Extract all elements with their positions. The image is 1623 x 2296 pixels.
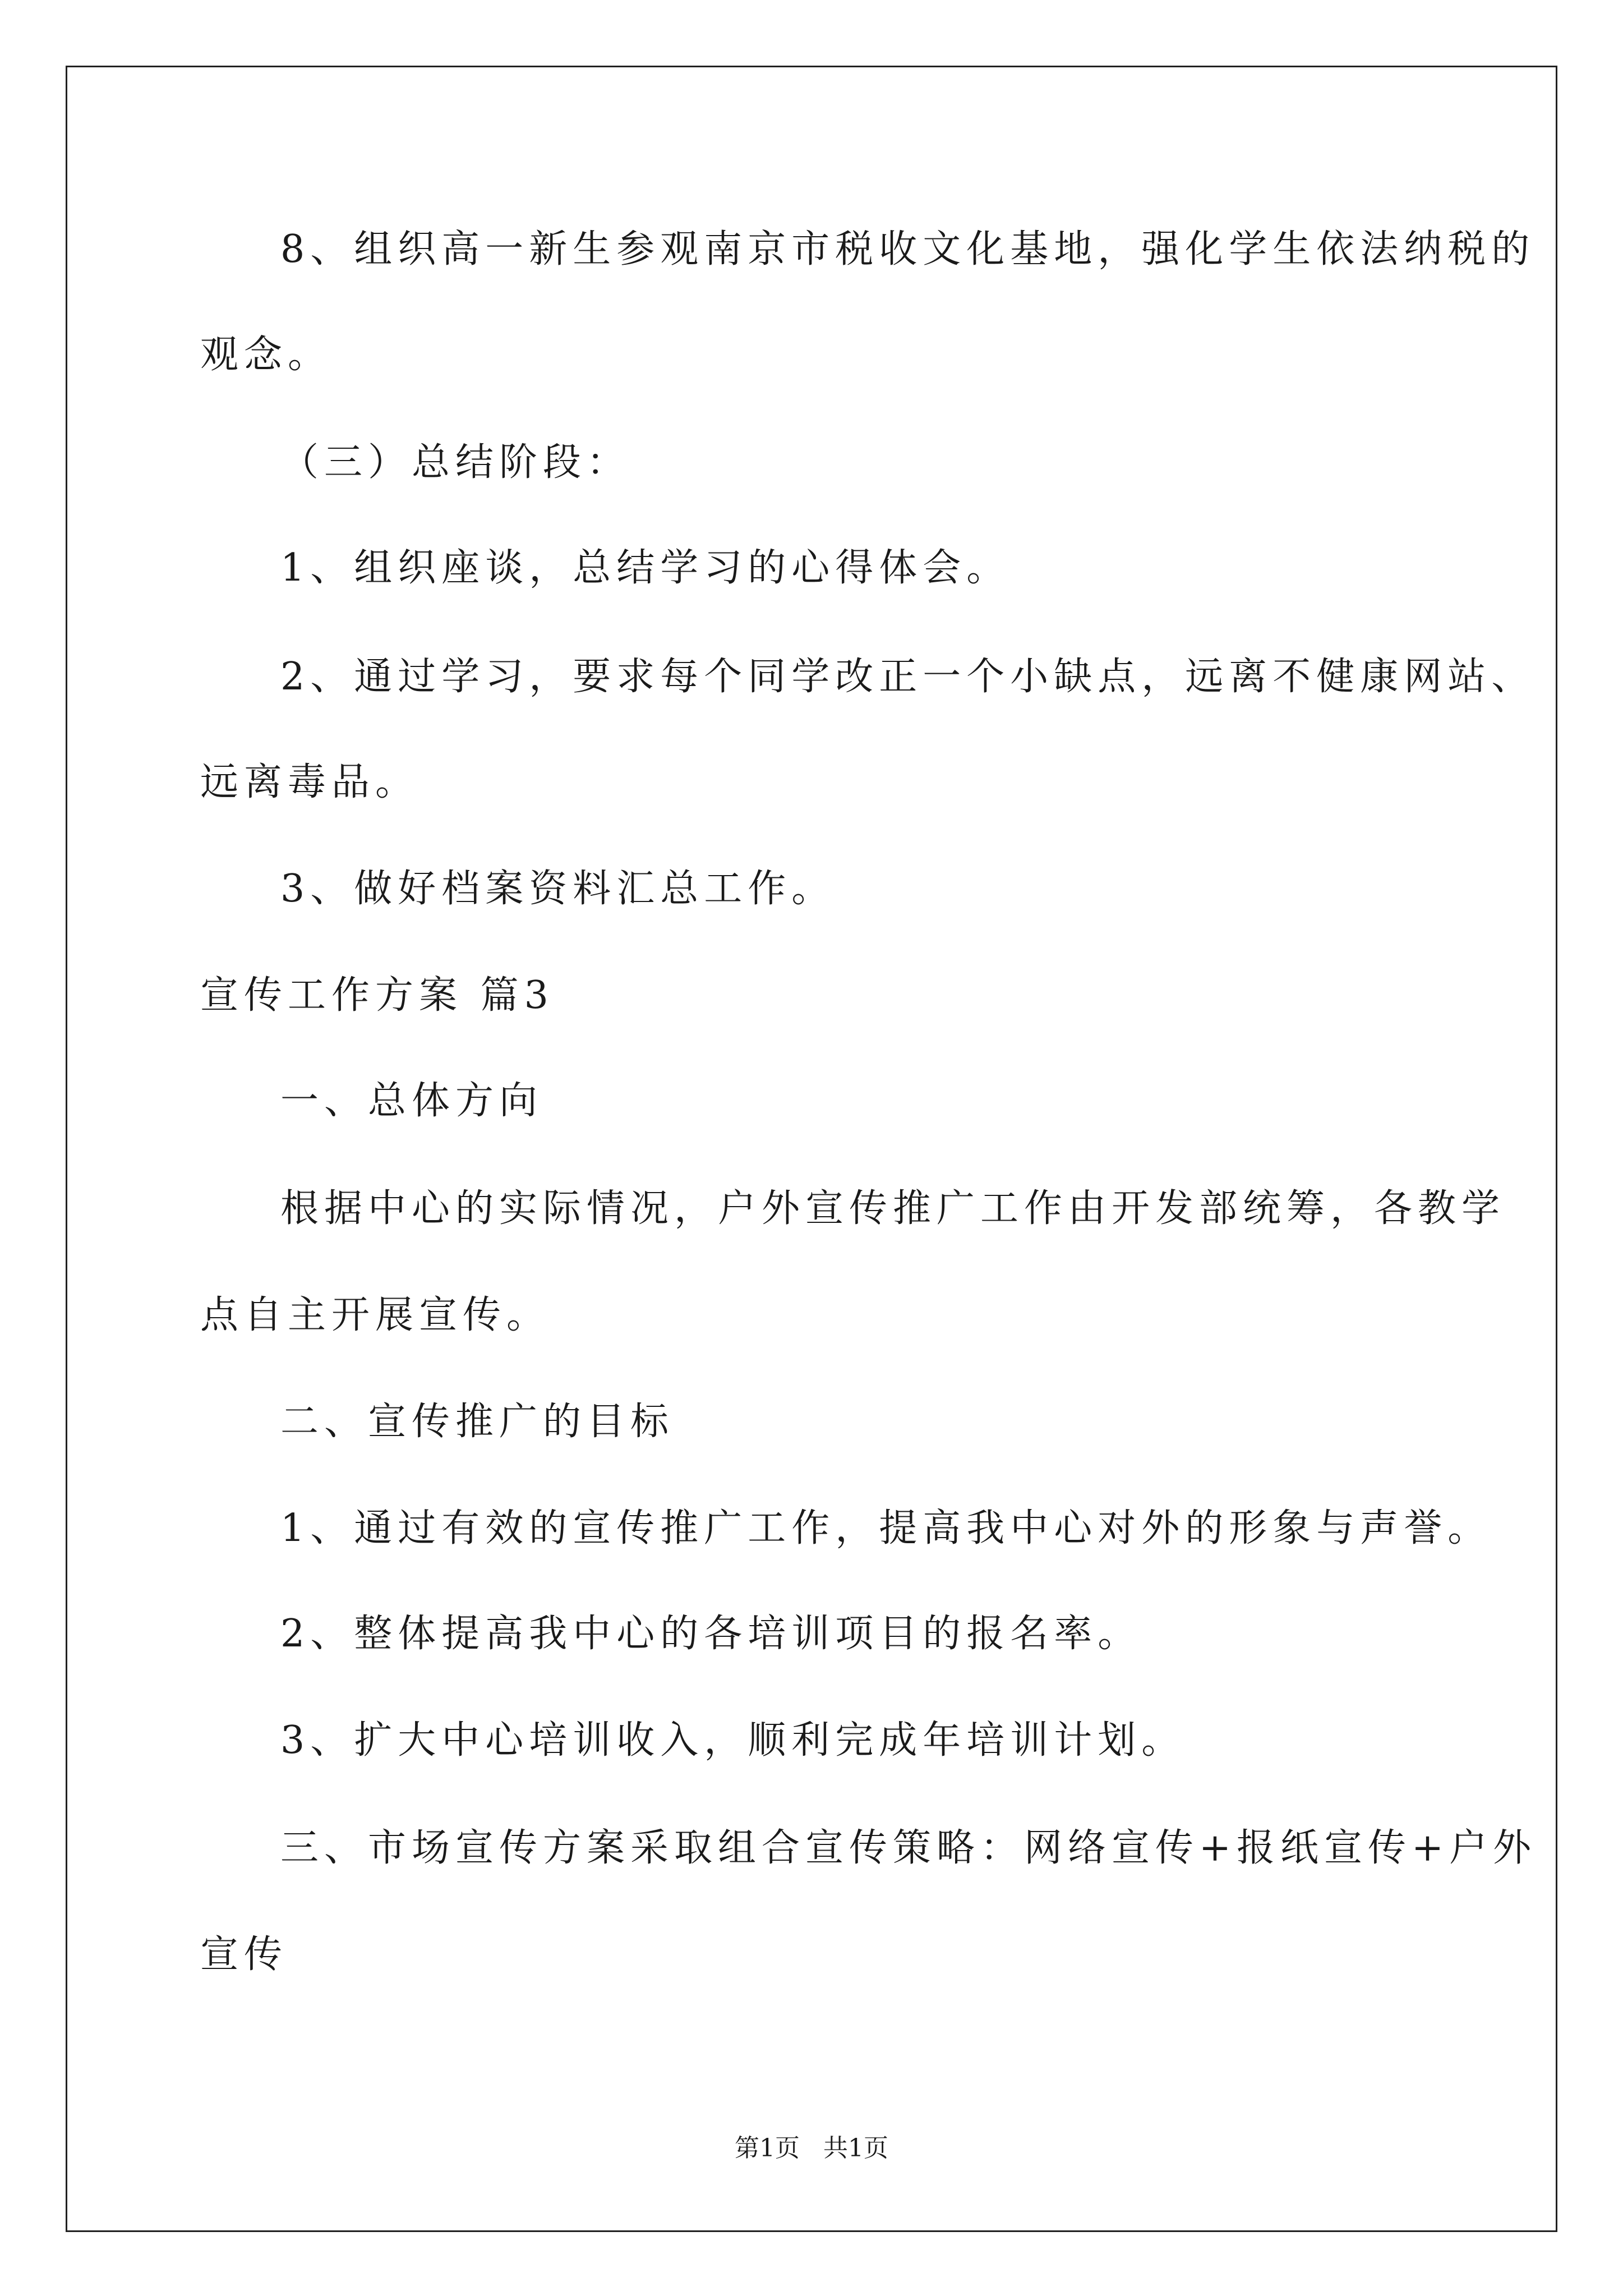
paragraph-line: 根据中心的实际情况，户外宣传推广工作由开发部统筹，各教学 <box>280 1186 1506 1231</box>
section-heading: 一、总体方向 <box>280 1079 543 1123</box>
paragraph-line: 3、扩大中心培训收入，顺利完成年培训计划。 <box>280 1718 1186 1763</box>
paragraph-line: 点自主开展宣传。 <box>200 1293 551 1337</box>
section-heading: （三）总结阶段： <box>280 440 631 485</box>
section-heading: 三、市场宣传方案采取组合宣传策略：网络宣传+报纸宣传+户外 <box>280 1826 1537 1870</box>
section-heading: 二、宣传推广的目标 <box>280 1400 675 1444</box>
page-number-footer: 第1页 共1页 <box>735 2134 888 2162</box>
paragraph-line: 1、组织座谈，总结学习的心得体会。 <box>280 546 1011 590</box>
paragraph-line: 3、做好档案资料汇总工作。 <box>280 867 836 911</box>
paragraph-line: 远离毒品。 <box>200 760 419 804</box>
paragraph-line: 2、整体提高我中心的各培训项目的报名率。 <box>280 1612 1142 1656</box>
document-title: 宣传工作方案 篇3 <box>200 973 554 1018</box>
paragraph-line: 1、通过有效的宣传推广工作，提高我中心对外的形象与声誉。 <box>280 1506 1492 1550</box>
page-border <box>66 66 1557 2232</box>
paragraph-line: 2、通过学习，要求每个同学改正一个小缺点，远离不健康网站、 <box>280 655 1536 699</box>
paragraph-line: 宣传 <box>200 1932 288 1977</box>
paragraph-line: 8、组织高一新生参观南京市税收文化基地，强化学生依法纳税的 <box>280 227 1536 272</box>
paragraph-line: 观念。 <box>200 333 332 377</box>
